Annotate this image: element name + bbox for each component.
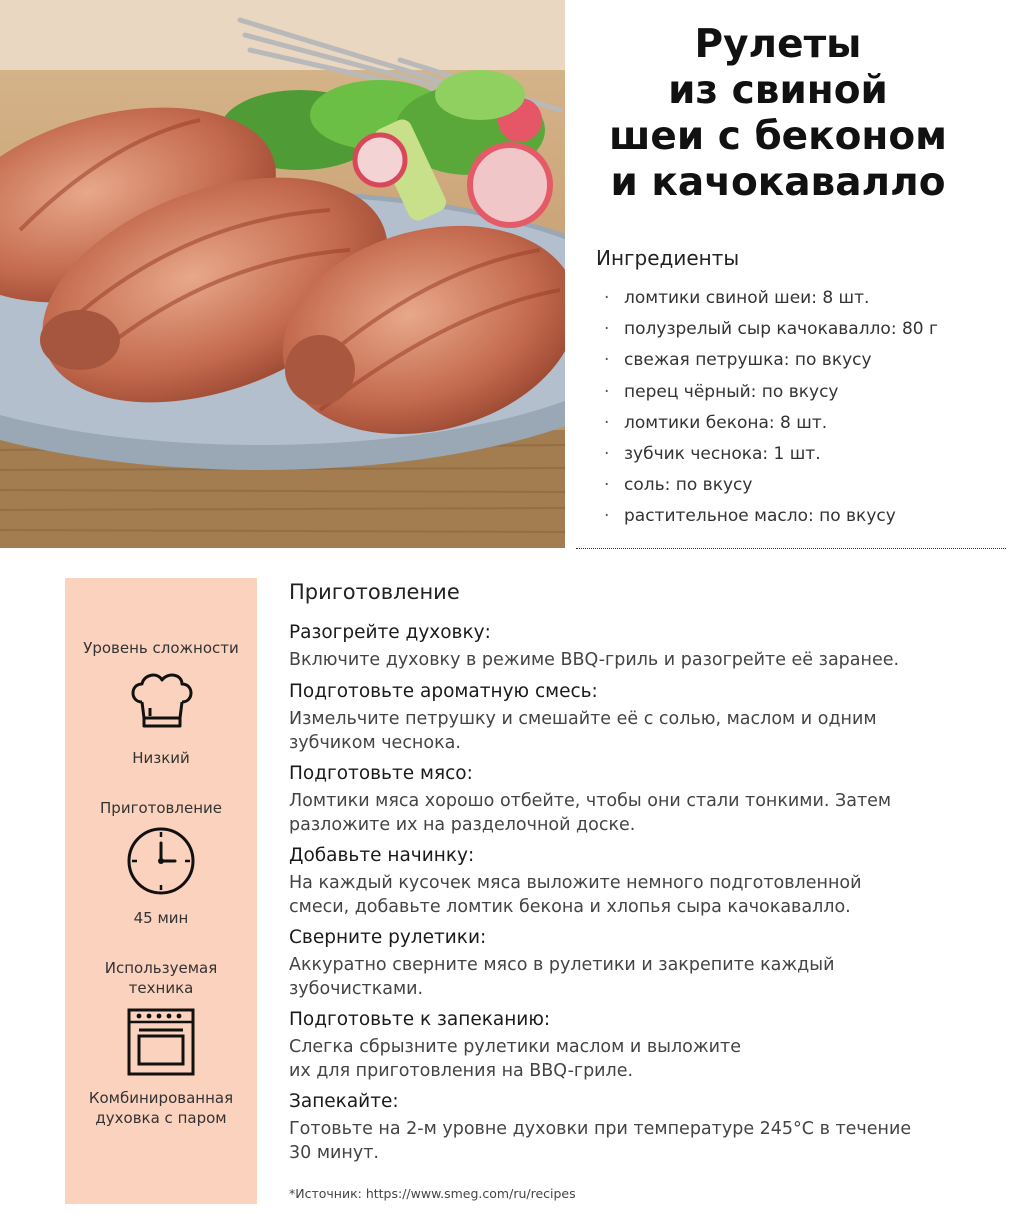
info-panel bbox=[65, 578, 257, 1204]
recipe-photo bbox=[0, 0, 565, 548]
step-text: Ломтики мяса хорошо отбейте, чтобы они стали тонкими. Затем разложите их на разделочной доске. bbox=[289, 791, 892, 835]
step-title: Добавьте начинку: bbox=[289, 845, 475, 866]
list-item bbox=[604, 314, 938, 345]
list-item bbox=[604, 408, 938, 439]
list-item bbox=[604, 377, 938, 408]
recipe-title bbox=[578, 22, 978, 206]
equipment-value-line1: Комбинированная bbox=[88, 1089, 234, 1107]
difficulty-label: Уровень сложности bbox=[83, 639, 239, 657]
ingredients-list bbox=[604, 283, 938, 533]
step-text: Включите духовку в режиме BBQ-гриль и разогрейте её заранее. bbox=[289, 650, 900, 670]
title-line: и качокавалло bbox=[610, 160, 946, 205]
step-text: Готовьте на 2-м уровне духовки при температуре 245°C в течение 30 минут. bbox=[289, 1119, 912, 1163]
ingredient-text: растительное масло: по вкусу bbox=[624, 506, 896, 527]
step-text: Измельчите петрушку и смешайте её с солью, маслом и одним зубчиком чеснока. bbox=[289, 709, 877, 753]
step-title: Подготовьте к запеканию: bbox=[289, 1009, 551, 1030]
step-text: На каждый кусочек мяса выложите немного подготовленной смеси, добавьте ломтик бекона и хлопья сыра качокавалло. bbox=[289, 873, 862, 917]
title-line: из свиной bbox=[668, 68, 888, 113]
difficulty-value: Низкий bbox=[132, 749, 190, 767]
ingredients-heading: Ингредиенты bbox=[596, 246, 740, 270]
list-item bbox=[604, 439, 938, 470]
equipment-label-line2: техника bbox=[128, 979, 194, 997]
step-text: Аккуратно сверните мясо в рулетики и закрепите каждый зубочистками. bbox=[289, 955, 835, 999]
step-title: Разогрейте духовку: bbox=[289, 622, 491, 643]
step-title: Сверните рулетики: bbox=[289, 927, 487, 948]
bullet-icon: · bbox=[604, 412, 610, 433]
list-item bbox=[604, 345, 938, 376]
bullet-icon: · bbox=[604, 381, 610, 402]
time-label: Приготовление bbox=[100, 799, 222, 817]
clock-icon bbox=[126, 826, 196, 900]
list-item bbox=[604, 470, 938, 501]
bullet-icon: · bbox=[604, 288, 610, 308]
step-title: Запекайте: bbox=[289, 1091, 399, 1112]
equipment-label-line1: Используемая bbox=[104, 959, 218, 977]
chef-hat-icon bbox=[128, 672, 196, 734]
list-item bbox=[604, 283, 938, 314]
time-value: 45 мин bbox=[133, 909, 189, 927]
title-line: Рулеты bbox=[694, 22, 862, 67]
bullet-icon: · bbox=[604, 350, 610, 371]
step-title: Подготовьте ароматную смесь: bbox=[289, 681, 598, 702]
ingredient-text: полузрелый сыр качокавалло: 80 г bbox=[624, 319, 938, 340]
title-line: шеи с беконом bbox=[608, 114, 948, 159]
step-title: Подготовьте мясо: bbox=[289, 763, 473, 784]
ingredient-text: соль: по вкусу bbox=[624, 475, 753, 496]
bullet-icon: · bbox=[604, 475, 610, 496]
equipment-value-line2: духовка с паром bbox=[95, 1109, 227, 1127]
dotted-divider bbox=[576, 548, 1006, 549]
ingredient-text: перец чёрный: по вкусу bbox=[624, 381, 839, 402]
bullet-icon: · bbox=[604, 319, 610, 340]
step-text: Слегка сбрызните рулетики маслом и выложите их для приготовления на BBQ-гриле. bbox=[289, 1037, 741, 1081]
ingredient-text: ломтики бекона: 8 шт. bbox=[624, 412, 828, 433]
food-photo-icon bbox=[0, 0, 565, 548]
source-note: *Источник: https://www.smeg.com/ru/recipes bbox=[289, 1186, 576, 1201]
ingredient-text: свежая петрушка: по вкусу bbox=[624, 350, 872, 371]
ingredient-text: зубчик чеснока: 1 шт. bbox=[624, 443, 821, 464]
preparation-heading: Приготовление bbox=[289, 580, 460, 604]
oven-icon bbox=[127, 1008, 195, 1080]
bullet-icon: · bbox=[604, 506, 610, 527]
bullet-icon: · bbox=[604, 443, 610, 464]
ingredient-text: ломтики свиной шеи: 8 шт. bbox=[624, 288, 870, 308]
list-item bbox=[604, 501, 938, 532]
